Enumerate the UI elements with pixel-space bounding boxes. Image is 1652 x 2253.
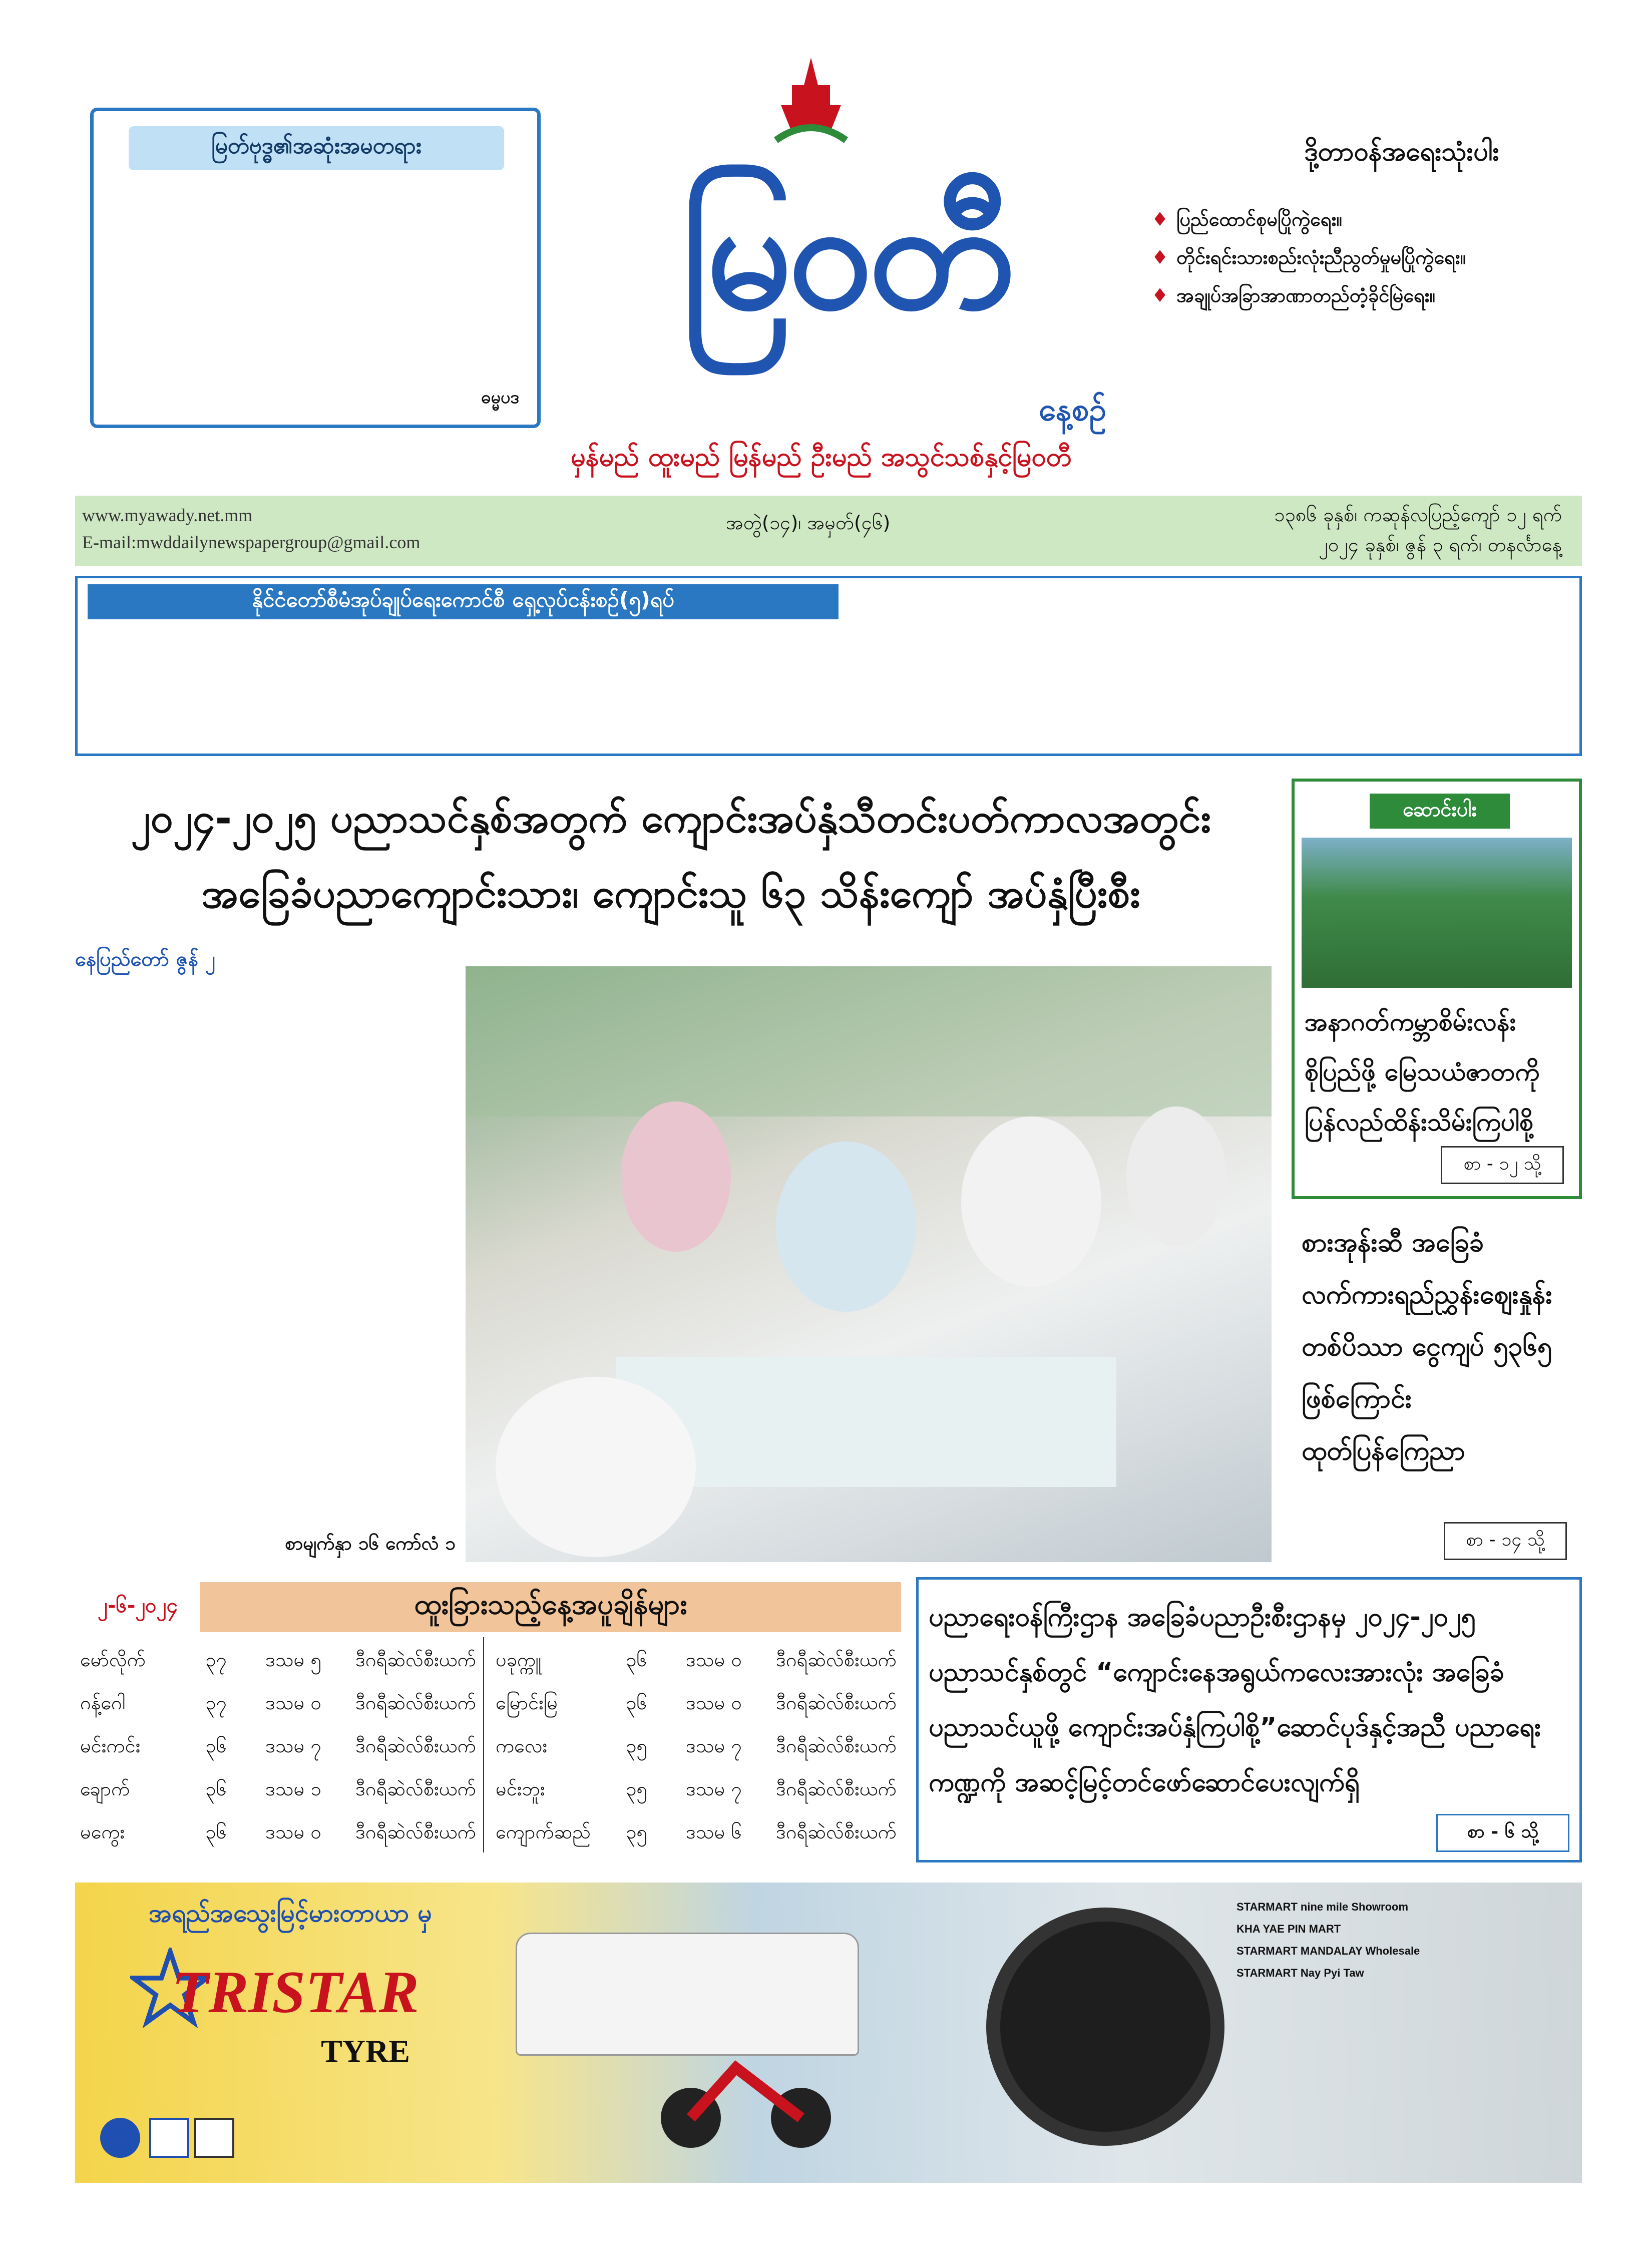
masthead-slogan: မှန်မည် ထူးမည် မြန်မည် ဦးမည် အသွင်သစ်နှင့်မြဝတီ [570, 442, 1072, 472]
city-name: ဂန့်ဂေါ [80, 1692, 126, 1714]
temperature-unit: ဒီဂရီဆဲလ်စီးယက် [776, 1821, 897, 1843]
temperature-decimal: ဒသမ ဝ [686, 1649, 742, 1671]
quote-body [112, 186, 522, 387]
temperature-value: ၃၆ [205, 1735, 227, 1757]
temperature-row [75, 1769, 901, 1809]
forest-photo [1302, 838, 1572, 988]
temperature-title: ထူးခြားသည့်နေ့အပူချိန်များ [200, 1582, 901, 1632]
temperature-unit: ဒီဂရီဆဲလ်စီးယက် [776, 1692, 897, 1714]
temperature-value: ၃၆ [205, 1778, 227, 1800]
city-name: မြောင်းမြ [496, 1692, 558, 1714]
masthead-logo [596, 55, 1116, 436]
website-link[interactable]: www.myawady.net.mm [82, 505, 253, 525]
temperature-row [75, 1726, 901, 1766]
temperature-decimal: ဒသမ ၇ [686, 1735, 742, 1757]
temperature-value: ၃၅ [626, 1821, 647, 1843]
temperature-value: ၃၇ [205, 1649, 227, 1671]
city-name: ချောက် [80, 1778, 130, 1800]
city-name: မင်းကင်း [80, 1735, 141, 1757]
duty-item: ♦ ပြည်ထောင်စုမပြိုကွဲရေး။ [1151, 208, 1342, 230]
temperature-row [75, 1683, 901, 1723]
duty-item: ♦ တိုင်းရင်းသားစည်းလုံးညီညွတ်မှုမပြိုကွဲရေး။ [1151, 246, 1466, 268]
education-teaser[interactable] [916, 1577, 1582, 1862]
palm-oil-teaser[interactable] [1292, 1217, 1582, 1567]
temperature-row [75, 1812, 901, 1852]
photo-scene [466, 966, 1272, 1562]
diamond-bullet-icon: ♦ [1151, 246, 1169, 268]
city-name: ကလေး [496, 1735, 548, 1757]
dhamma-quote-box [90, 108, 541, 428]
palm-oil-teaser-title: စားအုန်းဆီ အခြေခံ လက်ကားရည်ညွှန်းဈေးနှုန်း တစ်ပိဿာ ငွေကျပ် ၅၃၆၅ ဖြစ်ကြောင်း ထုတ်ပြန်ကြေညာ [1302, 1228, 1552, 1466]
temperature-unit: ဒီဂရီဆဲလ်စီးယက် [355, 1821, 476, 1843]
advert-product: TYRE [321, 2033, 410, 2069]
temperature-decimal: ဒသမ ၇ [265, 1735, 321, 1757]
city-name: ကျောက်ဆည် [496, 1821, 591, 1843]
temperature-value: ၃၆ [626, 1692, 647, 1714]
article-teaser-title: အနာဂတ်ကမ္ဘာစိမ်းလန်း စိုပြည်ဖို့ မြေသယံဇာတကို ပြန်လည်ထိန်းသိမ်းကြပါစို့ [1305, 1007, 1540, 1137]
temperature-decimal: ဒသမ ဝ [265, 1692, 321, 1714]
dealer-name: STARMART MANDALAY Wholesale [1236, 1945, 1420, 1957]
education-teaser-text: ပညာရေးဝန်ကြီးဌာန အခြေခံပညာဦးစီးဌာနမှ ၂၀၂၄-၂၀၂၅ ပညာသင်နှစ်တွင် “ကျောင်းနေအရွယ်ကလေးအားလုံး အခြေခံ ပညာသင်ယူဖို့ ကျောင်းအပ်နှံကြပါစို့”ဆောင်ပုဒ်နှင့်အညီ ပညာရေး ကဏ္ဍကို အဆင့်မြင့်တင်ဖော်ဆောင်ပေးလျက်ရှိ [929, 1602, 1541, 1797]
temperature-table [75, 1582, 901, 1862]
story-continued: စာမျက်နှာ ၁၆ ကော်လံ ၁ [285, 1533, 456, 1554]
temperature-value: ၃၆ [626, 1649, 647, 1671]
temperature-unit: ဒီဂရီဆဲလ်စီးယက် [355, 1649, 476, 1671]
temperature-unit: ဒီဂရီဆဲလ်စီးယက် [355, 1778, 476, 1800]
temperature-value: ၃၅ [626, 1778, 647, 1800]
advert-brand: TRISTAR [172, 1959, 419, 2025]
duties-title: ဒို့တာဝန်အရေးသုံးပါး [1304, 137, 1499, 167]
tristar-tyre-advert[interactable] [75, 1883, 1582, 2183]
diamond-bullet-icon: ♦ [1151, 208, 1169, 230]
temperature-unit: ဒီဂရီဆဲလ်စီးယက် [776, 1735, 897, 1757]
article-teaser[interactable] [1292, 779, 1582, 1199]
tyre-image [986, 1908, 1224, 2146]
temperature-decimal: ဒသမ ဝ [265, 1821, 321, 1843]
dealer-name: STARMART Nay Pyi Taw [1236, 1967, 1364, 1979]
quote-source: ဓမ္မပဒ [481, 388, 519, 408]
temperature-unit: ဒီဂရီဆဲလ်စီးယက် [776, 1778, 897, 1800]
info-bar [75, 496, 1582, 566]
temperature-decimal: ဒသမ ၁ [265, 1778, 321, 1800]
duties-list [1151, 200, 1612, 360]
city-name: ပခုက္ကူ [496, 1649, 542, 1671]
temperature-date: ၂-၆-၂၀၂၄ [98, 1594, 178, 1617]
temperature-unit: ဒီဂရီဆဲလ်စီးယက် [355, 1735, 476, 1757]
main-headline-line-1: ၂၀၂၄-၂၀၂၅ ပညာသင်နှစ်အတွက် ကျောင်းအပ်နှံသီတင်းပတ်ကာလအတွင်း [131, 795, 1211, 842]
main-headline-line-2: အခြေခံပညာကျောင်းသား၊ ကျောင်းသူ ၆၃ သိန်းကျော် အပ်နှံပြီးစီး [201, 870, 1140, 917]
enrollment-photo [466, 966, 1272, 1562]
email-link[interactable]: E-mail:mwddailynewspapergroup@gmail.com [82, 532, 421, 552]
city-name: မော်လိုက် [80, 1649, 146, 1671]
motorbike-image [651, 2023, 841, 2153]
temperature-value: ၃၅ [626, 1735, 647, 1757]
dealer-name: STARMART nine mile Showroom [1236, 1901, 1409, 1913]
logo-wordmark: မြဝတီ [681, 168, 1011, 342]
temperature-decimal: ဒသမ ၆ [686, 1821, 742, 1843]
temperature-decimal: ဒသမ ၇ [686, 1778, 742, 1800]
city-name: မင်းဘူး [496, 1778, 545, 1800]
gregorian-date: ၂၀၂၄ ခုနှစ်၊ ဇွန် ၃ ရက်၊ တနင်္လာနေ့ [1319, 534, 1562, 556]
edition-label: နေ့စဉ် [1038, 391, 1106, 428]
temperature-decimal: ဒသမ ဝ [686, 1692, 742, 1714]
myanmar-date: ၁၃၈၆ ခုနှစ်၊ ကဆုန်လပြည့်ကျော် ၁၂ ရက် [1274, 504, 1562, 526]
page-reference[interactable]: စာ - ၁၂ သို့ [1441, 1146, 1564, 1184]
temperature-row [75, 1640, 901, 1680]
advert-headline: အရည်အသွေးမြင့်မားတာယာ မှ [149, 1899, 432, 1928]
dealer-name: KHA YAE PIN MART [1236, 1923, 1341, 1935]
page-reference[interactable]: စာ - ၆ သို့ [1436, 1814, 1569, 1852]
page-reference[interactable]: စာ - ၁၄ သို့ [1444, 1522, 1567, 1560]
quote-title: မြတ်ဗုဒ္ဓ၏အဆုံးအမတရား [129, 126, 504, 170]
certification-logos [95, 2113, 295, 2163]
temperature-value: ၃၆ [205, 1821, 227, 1843]
story-body [75, 976, 456, 1547]
article-tag: ဆောင်းပါး [1370, 794, 1510, 829]
city-name: မကွေး [80, 1821, 125, 1843]
diamond-bullet-icon: ♦ [1151, 284, 1169, 306]
objectives-title: နိုင်ငံတော်စီမံအုပ်ချုပ်ရေးကောင်စီ ရှေ့လုပ်ငန်းစဉ်(၅)ရပ် [88, 584, 839, 619]
temperature-value: ၃၇ [205, 1692, 227, 1714]
dealer-contacts [1236, 1893, 1567, 2173]
objectives-box [75, 576, 1582, 756]
duty-item: ♦ အချုပ်အခြာအာဏာတည်တံ့ခိုင်မြဲရေး။ [1151, 284, 1436, 306]
temperature-unit: ဒီဂရီဆဲလ်စီးယက် [776, 1649, 897, 1671]
volume-number: အတွဲ(၁၄)၊ အမှတ်(၄၆) [726, 512, 891, 534]
temperature-decimal: ဒသမ ၅ [265, 1649, 321, 1671]
temperature-unit: ဒီဂရီဆဲလ်စီးယက် [355, 1692, 476, 1714]
story-dateline: နေပြည်တော် ဇွန် ၂ [75, 948, 215, 971]
